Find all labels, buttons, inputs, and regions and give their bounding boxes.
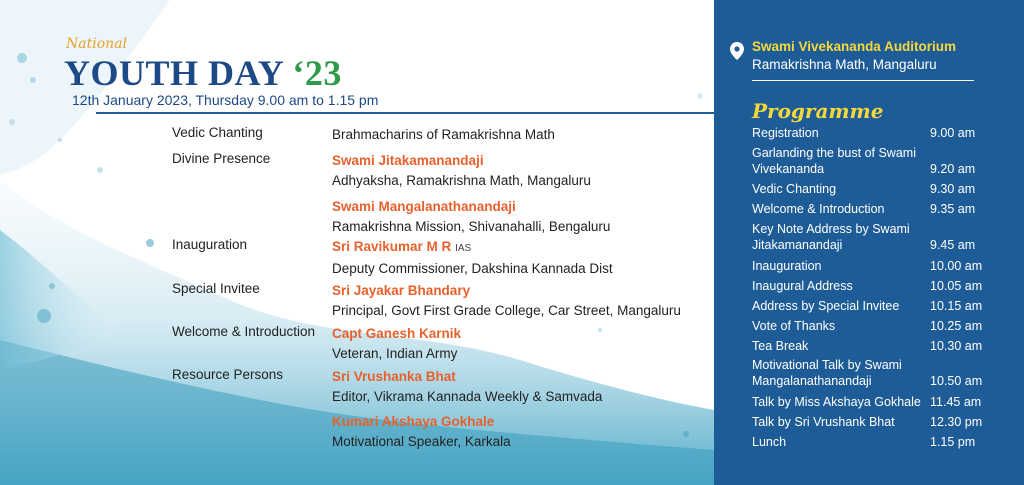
programme-item xyxy=(752,355,1012,389)
person-name: Swami Jitakamanandaji xyxy=(332,153,484,168)
programme-item-time: 10.50 am xyxy=(930,374,983,388)
person-name: Sri Ravikumar M R xyxy=(332,239,452,254)
programme-item xyxy=(752,257,1012,274)
programme-item xyxy=(752,200,1012,217)
programme-item-label: Inauguration xyxy=(752,259,822,273)
programme-item-label: Welcome & Introduction xyxy=(752,202,885,216)
programme-item-time: 10.00 am xyxy=(930,259,983,273)
programme-item xyxy=(752,433,1012,450)
programme-panel xyxy=(714,0,1024,485)
role-detail: Brahmacharins of Ramakrishna Math xyxy=(332,127,555,142)
programme-item-label: Address by Special Invitee xyxy=(752,299,900,313)
programme-item xyxy=(752,297,1012,314)
person-name: Sri Jayakar Bhandary xyxy=(332,283,471,298)
person-suffix: IAS xyxy=(455,243,472,254)
programme-title: Programme xyxy=(752,99,884,123)
event-title xyxy=(64,52,342,94)
programme-item-time: 11.45 am xyxy=(930,395,982,409)
person-detail: Ramakrishna Mission, Shivanahalli, Bengaluru xyxy=(332,219,611,234)
person-detail: Adhyaksha, Ramakrishna Math, Mangaluru xyxy=(332,173,591,188)
person-detail: Veteran, Indian Army xyxy=(332,346,458,361)
venue-name: Swami Vivekananda Auditorium xyxy=(752,39,957,54)
programme-item-time: 10.15 am xyxy=(930,299,983,313)
programme-item-label: Inaugural Address xyxy=(752,279,853,293)
programme-item xyxy=(752,143,1012,177)
role-label: Vedic Chanting xyxy=(172,125,263,140)
header-divider xyxy=(96,112,714,114)
programme-item xyxy=(752,337,1012,354)
location-pin-icon xyxy=(730,42,744,60)
person-detail: Editor, Vikrama Kannada Weekly & Samvada xyxy=(332,389,603,404)
programme-item-label: Motivational Talk by Swami Mangalanathanandaji xyxy=(752,358,902,388)
programme-item xyxy=(752,413,1012,430)
programme-item xyxy=(752,317,1012,334)
programme-item-label: Garlanding the bust of Swami Vivekananda xyxy=(752,146,916,176)
programme-item-time: 12.30 pm xyxy=(930,415,983,429)
programme-item-label: Key Note Address by Swami Jitakamanandaji xyxy=(752,222,910,252)
event-year: ‘23 xyxy=(292,53,342,93)
programme-item-label: Talk by Sri Vrushank Bhat xyxy=(752,415,895,429)
programme-item-time: 9.30 am xyxy=(930,182,976,196)
person-name-line xyxy=(332,237,714,259)
event-dateline: 12th January 2023, Thursday 9.00 am to 1.15 pm xyxy=(72,92,379,108)
person-detail: Principal, Govt First Grade College, Car Street, Mangaluru xyxy=(332,303,681,318)
national-label: National xyxy=(66,36,127,52)
programme-item-label: Vote of Thanks xyxy=(752,319,836,333)
programme-item-label: Registration xyxy=(752,126,819,140)
programme-item-time: 9.00 am xyxy=(930,126,976,140)
role-label: Inauguration xyxy=(172,237,248,252)
programme-item-time: 10.25 am xyxy=(930,319,983,333)
programme-item-label: Talk by Miss Akshaya Gokhale xyxy=(752,395,921,409)
programme-item-time: 10.30 am xyxy=(930,339,983,353)
person-name: Swami Mangalanathanandaji xyxy=(332,199,516,214)
programme-item-time: 10.05 am xyxy=(930,279,983,293)
event-title-text: YOUTH DAY xyxy=(64,53,283,93)
person-detail: Deputy Commissioner, Dakshina Kannada Dist xyxy=(332,261,613,276)
person-name: Kumari Akshaya Gokhale xyxy=(332,414,495,429)
person-detail: Motivational Speaker, Karkala xyxy=(332,434,511,449)
person-name: Sri Vrushanka Bhat xyxy=(332,369,456,384)
programme-item-time: 9.20 am xyxy=(930,162,976,176)
role-label: Special Invitee xyxy=(172,281,260,296)
programme-item xyxy=(752,180,1012,197)
programme-item-label: Tea Break xyxy=(752,339,809,353)
role-label: Divine Presence xyxy=(172,151,271,166)
programme-item-time: 1.15 pm xyxy=(930,435,976,449)
programme-item xyxy=(752,219,1012,253)
venue-divider xyxy=(752,80,974,81)
role-label: Resource Persons xyxy=(172,367,284,382)
programme-item-label: Lunch xyxy=(752,435,787,449)
role-label: Welcome & Introduction xyxy=(172,324,316,339)
programme-item xyxy=(752,124,1012,141)
venue-place: Ramakrishna Math, Mangaluru xyxy=(752,57,937,72)
programme-item-label: Vedic Chanting xyxy=(752,182,837,196)
programme-item-time: 9.45 am xyxy=(930,238,976,252)
programme-item xyxy=(752,393,1012,410)
programme-item xyxy=(752,277,1012,294)
person-name: Capt Ganesh Karnik xyxy=(332,326,462,341)
programme-item-time: 9.35 am xyxy=(930,202,976,216)
